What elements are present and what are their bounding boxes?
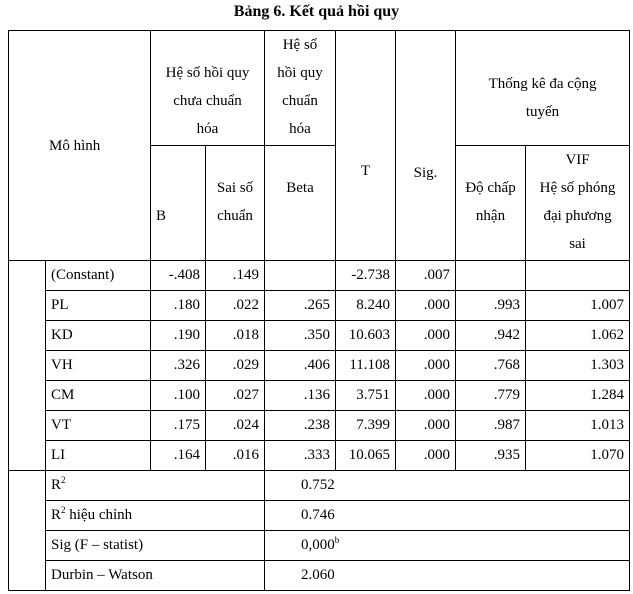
row-se: .027	[206, 381, 265, 411]
header-unstandardized: Hệ số hồi quy chưa chuẩn hóa	[151, 31, 265, 146]
row-name: (Constant)	[46, 261, 151, 291]
table-row	[9, 441, 630, 471]
adj-r2-label: $R^2$ hiệu chỉnh	[46, 501, 265, 531]
row-name: KD	[46, 321, 151, 351]
header-beta: Beta	[265, 146, 336, 261]
header-sig: Sig.	[396, 31, 456, 261]
r2-value: 0.752	[265, 471, 630, 501]
row-se: .018	[206, 321, 265, 351]
row-se: .149	[206, 261, 265, 291]
sig-f-label: Sig (F – statist)	[46, 531, 265, 561]
row-tolerance: .993	[456, 291, 526, 321]
row-vif: 1.013	[526, 411, 630, 441]
r2-label: $R^2$	[46, 471, 265, 501]
row-b: .180	[151, 291, 206, 321]
summary-table	[8, 470, 630, 591]
row-beta	[265, 261, 336, 291]
row-t: 7.399	[336, 411, 396, 441]
row-tolerance: .779	[456, 381, 526, 411]
row-vif: 1.284	[526, 381, 630, 411]
durbin-watson-value: 2.060	[265, 561, 630, 591]
row-name: CM	[46, 381, 151, 411]
row-b: .100	[151, 381, 206, 411]
row-b: .326	[151, 351, 206, 381]
header-se: Sai số chuẩn	[206, 146, 265, 261]
row-tolerance: .987	[456, 411, 526, 441]
row-sig: .000	[396, 381, 456, 411]
row-vif: 1.303	[526, 351, 630, 381]
table-row	[9, 381, 630, 411]
row-se: .016	[206, 441, 265, 471]
table-title: Bảng 6. Kết quả hồi quy	[233, 3, 400, 20]
row-tolerance: .768	[456, 351, 526, 381]
row-sig: .000	[396, 411, 456, 441]
table-row	[9, 351, 630, 381]
row-b: -.408	[151, 261, 206, 291]
row-name: LI	[46, 441, 151, 471]
row-tolerance	[456, 261, 526, 291]
row-t: 10.603	[336, 321, 396, 351]
row-t: 3.751	[336, 381, 396, 411]
row-sig: .007	[396, 261, 456, 291]
row-tolerance: .935	[456, 441, 526, 471]
row-t: -2.738	[336, 261, 396, 291]
row-t: 11.108	[336, 351, 396, 381]
row-b: .164	[151, 441, 206, 471]
row-beta: .265	[265, 291, 336, 321]
row-name: VT	[46, 411, 151, 441]
header-standardized: Hệ số hồi quy chuẩn hóa	[265, 31, 336, 146]
row-t: 8.240	[336, 291, 396, 321]
row-sig: .000	[396, 291, 456, 321]
adj-r2-value: 0.746	[265, 501, 630, 531]
row-vif: 1.070	[526, 441, 630, 471]
header-b: B	[151, 146, 206, 261]
row-beta: .406	[265, 351, 336, 381]
row-sig: .000	[396, 321, 456, 351]
header-model: Mô hình	[9, 31, 151, 261]
row-b: .175	[151, 411, 206, 441]
header-t: T	[336, 31, 396, 261]
row-b: .190	[151, 321, 206, 351]
row-sig: .000	[396, 441, 456, 471]
row-t: 10.065	[336, 441, 396, 471]
sig-f-value: 0,000$^b$	[265, 531, 630, 561]
table-row	[9, 411, 630, 441]
row-se: .022	[206, 291, 265, 321]
table-row	[9, 261, 630, 291]
row-beta: .333	[265, 441, 336, 471]
row-sig: .000	[396, 351, 456, 381]
durbin-watson-label: Durbin – Watson	[46, 561, 265, 591]
row-se: .029	[206, 351, 265, 381]
table-row	[9, 321, 630, 351]
row-beta: .238	[265, 411, 336, 441]
row-se: .024	[206, 411, 265, 441]
table-row	[9, 291, 630, 321]
regression-table	[8, 30, 630, 471]
row-vif: 1.062	[526, 321, 630, 351]
row-tolerance: .942	[456, 321, 526, 351]
row-indent	[9, 261, 46, 471]
header-collinearity: Thống kê đa cộng tuyến	[456, 31, 630, 146]
row-name: PL	[46, 291, 151, 321]
row-vif	[526, 261, 630, 291]
row-name: VH	[46, 351, 151, 381]
header-vif: VIF Hệ số phóng đại phương sai	[526, 146, 630, 261]
row-vif: 1.007	[526, 291, 630, 321]
row-beta: .350	[265, 321, 336, 351]
row-beta: .136	[265, 381, 336, 411]
header-tolerance: Độ chấp nhận	[456, 146, 526, 261]
